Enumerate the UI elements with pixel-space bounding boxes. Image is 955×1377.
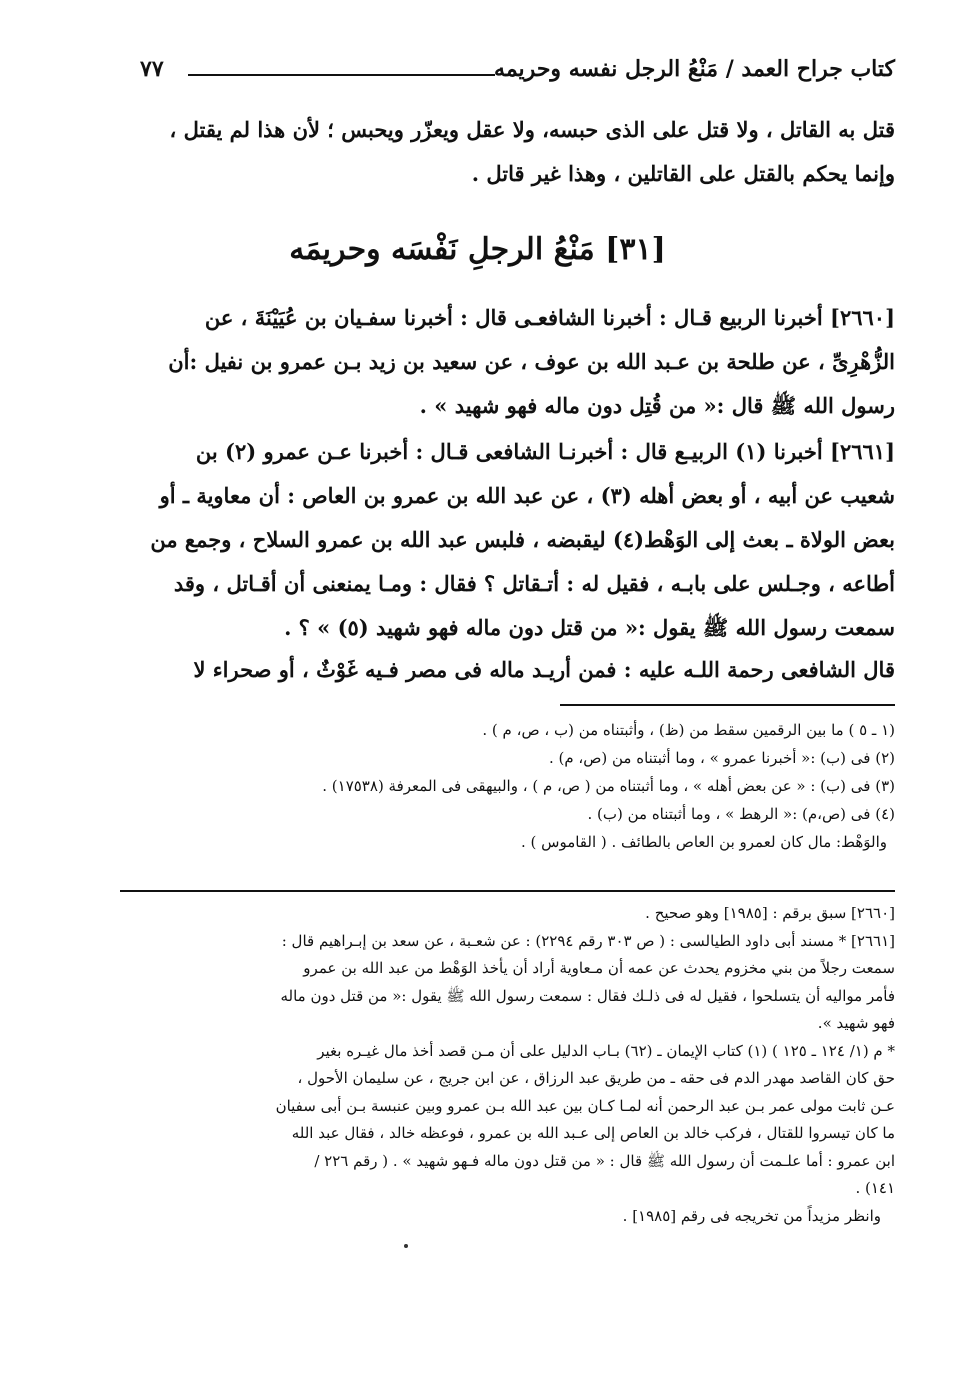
takhrij-line: ١٤١) . [855,1179,895,1197]
footnote: (٣) فى (ب) : « عن بعض أهله » ، وما أثبتناه من ( ص، م ) ، والبيهقى فى المعرفة (١٧٥٣٨) . [322,777,895,795]
running-header [140,50,895,94]
takhrij-line: فأمر مواليه أن يتسلحوا ، فقيل له فى ذلـك فقال : سمعت رسول الله ﷺ يقول :« من قتل دون ماله [280,986,895,1005]
text-line: [٢٦٦٠] أخبرنا الربيع قـال : أخبرنا الشافعـى قال : أخبرنا سفـيان بن عُيَيْنَةَ ، عن [204,305,895,330]
intro-text [140,108,895,196]
footnote: والوَهْط: مال كان لعمرو بن العاص بالطائف . ( القاموس ) . [520,833,887,851]
paragraph-2660 [140,296,895,428]
takhrij-separator [120,890,895,892]
text-line: وإنما يحكم بالقتل على القاتلين ، وهذا غير قاتل . [471,161,895,186]
takhrij-line: فهو شهيد ». [817,1014,895,1032]
takhrij-line: ابن عمرو : أما علـمت أن رسول الله ﷺ قال : « من قتل دون ماله فـهو شهيد » . ( رقم ٢٢٦ / [314,1151,895,1170]
footnote: (٤) فى (ص،م) :« الرهط » ، وما أثبتناه من (ب) . [587,805,895,823]
takhrij-line: سمعت رجلاً من بني مخزوم يحدث عن عمه أن مـعاوية أراد أن يأخذ الوَهْط من عبد الله بن عمرو [303,959,895,977]
text-line: سمعت رسول الله ﷺ يقول :« من قتل دون ماله فهو شهيد (٥) » ؟ . [284,615,895,640]
text-line: [٢٦٦١] أخبرنا (١) الربيـع قال : أخبرنـا الشافعى قـال : أخبرنا عـن عمرو (٢) بن [195,439,895,464]
text-line: الزُّهْرِىِّ ، عن طلحة بن عـبد الله بن عوف ، عن سعيد بن زيد بـن عمرو بن نفيل :أن [168,349,895,374]
paragraph-shafii [140,648,895,692]
section-title: [٣١] مَنْعُ الرجلِ نَفْسَه وحريمَه [289,232,666,267]
page-number: ٧٧ [140,56,164,82]
footnote-separator [560,704,895,706]
text-line: قال الشافعى رحمة اللـه عليه : فمن أريـد ماله فى مصر فـيه غَوْثٌ ، أو صحراء لا [193,657,895,682]
header-rule [188,74,495,76]
takhrij-line: [٢٦٦١] * مسند أبى داود الطيالسى : ( ص ٣٠٣ رقم ٢٢٩٤) : عن شعـبة ، عن سعد بن إبـراهيم قال : [281,931,895,950]
takhrij-line: عـن ثابت مولى عمر بـن عبد الرحمن أنه لمـا كـان بين عبد الله بـن عمرو وبين عنبسة بـن أبى سفيان [275,1096,895,1115]
takhrij-line: * م (١/ ١٢٤ ـ ١٢٥ ) (١) كتاب الإيمان ـ (٦٢) بـاب الدليل على أن مـن قصد أخذ مال غيـره بغير [317,1041,895,1060]
takhrij-line: وانظر مزيداً من تخريجه فى رقم [١٩٨٥] . [622,1206,881,1225]
header-title: كتاب جراح العمد / مَنْعُ الرجل نفسه وحريمه [494,56,895,82]
text-line: رسول الله ﷺ قال :« من قُتِل دون ماله فهو شهيد » . [419,393,895,418]
takhrij-line: حق كان القاصد مهدر الدم فى حقه ـ من طريق عبد الرزاق ، عن ابن جريج ، عن سليمان الأحول ، [297,1069,895,1087]
text-line: أطاعه ، وجـلس على بابـه ، فقيل له : أتـقاتل ؟ فقال : ومـا يمنعنى أن أقـاتل ، وقد [173,571,895,596]
text-line: قتل به القاتل ، ولا قتل على الذى حبسه، ولا عقل ويعزّر ويحبس ؛ لأن هذا لم يقتل ، [169,117,895,142]
text-line: بعض الولاة ـ بعث إلى الوَهْط(٤) ليقبضه ، فلبس عبد الله بن عمرو السلاح ، وجمع من [150,527,895,552]
takhrij-line: ما كان تيسروا للقتال ، فركب خالد بن العاص إلى عـبد الله بن عمرو ، فوعظه خالد ، فقال عبد الله [291,1124,895,1142]
stray-dot [404,1244,408,1248]
footnotes [140,716,895,856]
takhrij-notes [120,900,895,1230]
footnote: (٢) فى (ب) :« أخبرنا عمرو » ، وما أثبتناه من (ص، م) . [548,749,895,767]
footnote: (١ ـ ٥ ) ما بين الرقمين سقط من (ظ) ، وأثبتناه من (ب ، ص، م ) . [482,721,895,739]
takhrij-line: [٢٦٦٠] سبق برقم : [١٩٨٥] وهو صحيح . [645,904,895,922]
text-line: شعيب عن أبيه ، أو بعض أهله (٣) ، عن عبد الله بن عمرو بن العاص : أن معاوية ـ أو [159,483,895,508]
paragraph-2661 [140,430,895,650]
